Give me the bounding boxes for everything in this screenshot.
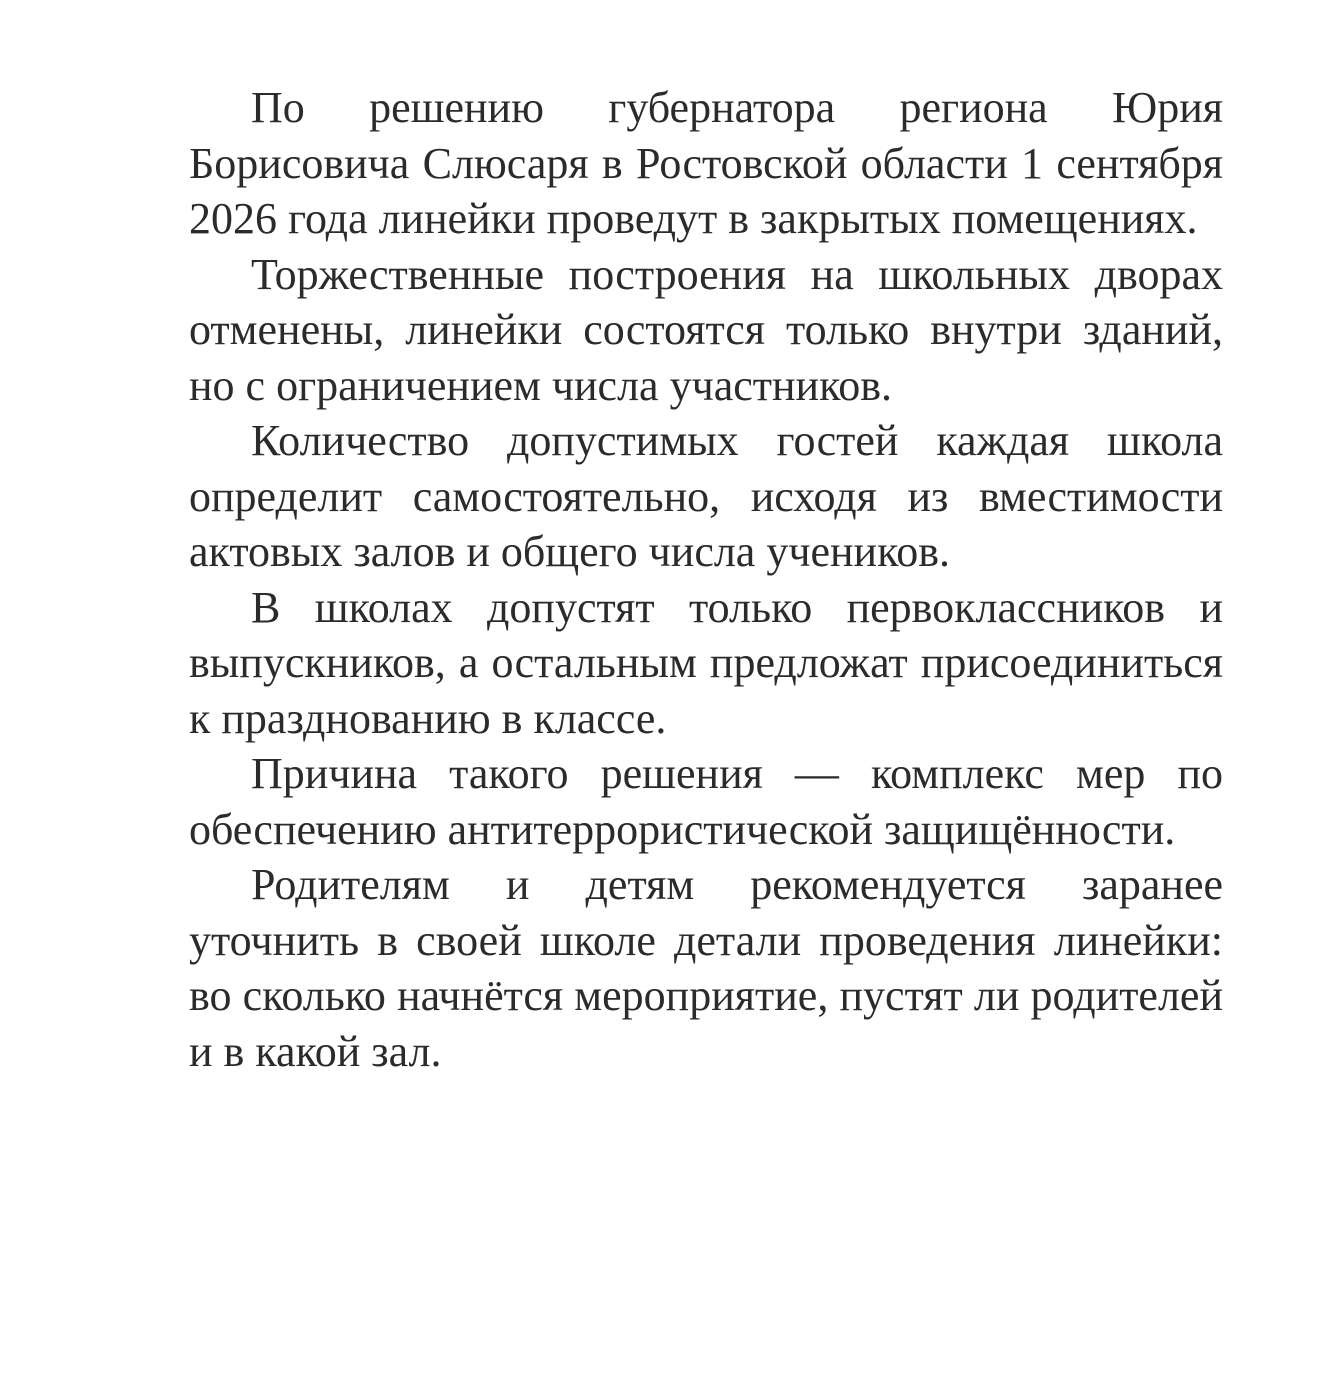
article-paragraph: Торжественные построения на школьных дворах отменены, линейки состоятся только внутри зданий, но с ограничением числа участников. (189, 249, 1223, 410)
article-paragraph: По решению губернатора региона Юрия Борисовича Слюсаря в Ростовской области 1 сентября 2026 года линейки проведут в закрытых помещениях. (189, 83, 1223, 243)
article-paragraph: В школах допустят только первоклассников и выпускников, а остальным предложат присоединиться к празднованию в классе. (189, 582, 1223, 743)
article-paragraph: Количество допустимых гостей каждая школа определит самостоятельно, исходя из вместимости актовых залов и общего числа учеников. (189, 416, 1223, 576)
article-body (189, 80, 1223, 1079)
article-paragraph: Родителям и детям рекомендуется заранее уточнить в своей школе детали проведения линейки: во сколько начнётся мероприятие, пустят ли родителей и в какой зал. (189, 860, 1223, 1076)
article-paragraph: Причина такого решения — комплекс мер по обеспечению антитеррористической защищённости. (189, 749, 1223, 854)
